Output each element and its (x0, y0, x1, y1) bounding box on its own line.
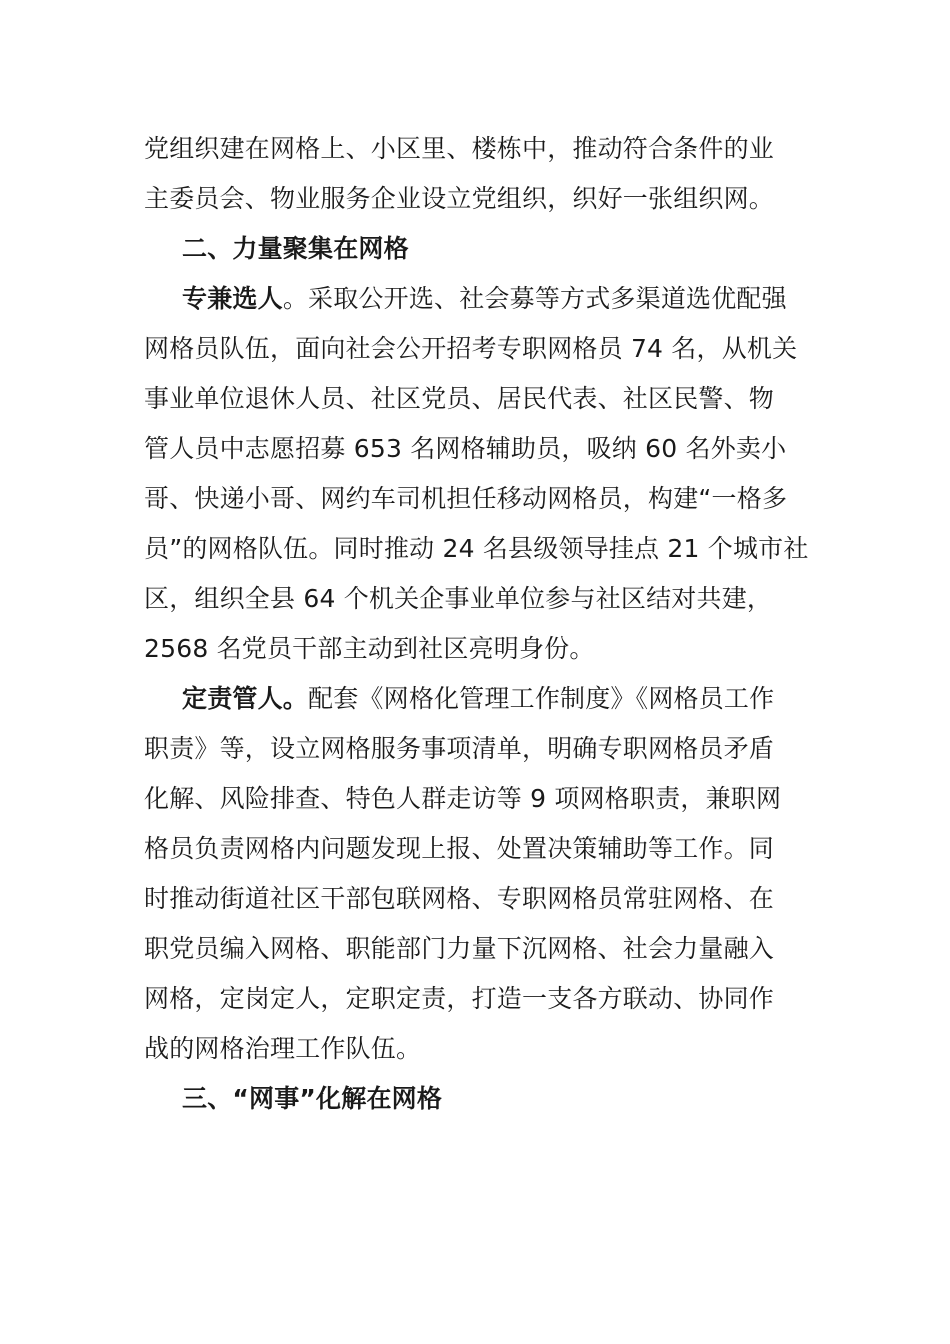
paragraph-lead: 专兼选人 (182, 284, 283, 313)
paragraph-line: 管人员中志愿招募 653 名网格辅助员，吸纳 60 名外卖小 (144, 434, 787, 463)
paragraph-line: 时推动街道社区干部包联网格、专职网格员常驻网格、在 (144, 884, 775, 913)
paragraph-line: 网格员队伍，面向社会公开招考专职网格员 74 名，从机关 (144, 334, 798, 363)
paragraph-line: 网格，定岗定人，定职定责，打造一支各方联动、协同作 (144, 984, 775, 1013)
paragraph-line: 主委员会、物业服务企业设立党组织，织好一张组织网。 (144, 184, 775, 213)
paragraph-text: 。采取公开选、社会募等方式多渠道选优配强 (282, 284, 787, 313)
paragraph-line: 事业单位退休人员、社区党员、居民代表、社区民警、物 (144, 384, 775, 413)
paragraph-line: 战的网格治理工作队伍。 (144, 1034, 422, 1063)
paragraph-line: 职党员编入网格、职能部门力量下沉网格、社会力量融入 (144, 934, 775, 963)
paragraph-first-line (144, 274, 806, 324)
paragraph-line: 区，组织全县 64 个机关企事业单位参与社区结对共建， (144, 584, 773, 613)
paragraph-line: 职责》等，设立网格服务事项清单，明确专职网格员矛盾 (144, 734, 775, 763)
paragraph-line: 2568 名党员干部主动到社区亮明身份。 (144, 634, 595, 663)
paragraph-line: 哥、快递小哥、网约车司机担任移动网格员，构建“一格多 (144, 484, 788, 513)
paragraph-line: 员”的网格队伍。同时推动 24 名县级领导挂点 21 个城市社 (144, 534, 809, 563)
paragraph-first-line (144, 674, 806, 724)
paragraph-text: 配套《网格化管理工作制度》《网格员工作 (308, 684, 775, 713)
section-heading: 二、力量聚集在网格 (182, 234, 409, 263)
paragraph-line: 化解、风险排查、特色人群走访等 9 项网格职责，兼职网 (144, 784, 782, 813)
section-heading: 三、“网事”化解在网格 (182, 1084, 443, 1113)
paragraph-line: 党组织建在网格上、小区里、楼栋中，推动符合条件的业 (144, 134, 775, 163)
paragraph-line: 格员负责网格内问题发现上报、处置决策辅助等工作。同 (144, 834, 775, 863)
paragraph-lead: 定责管人。 (182, 684, 309, 713)
document-page (144, 124, 809, 1124)
